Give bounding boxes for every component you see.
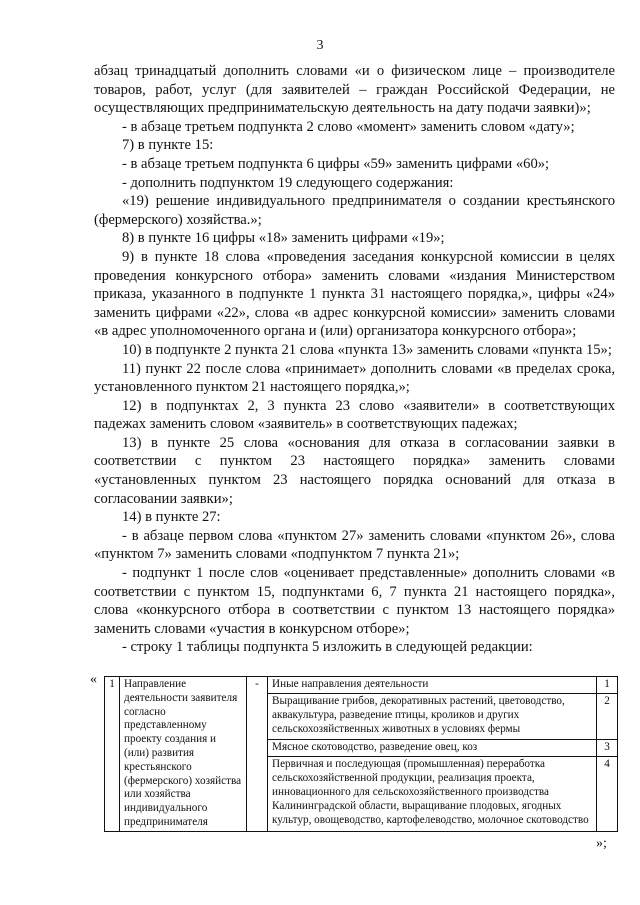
score-cell: 3 [597,740,618,757]
direction-cell: Первичная и последующая (промышленная) переработка сельскохозяйственной продукции, реализация проекта, инновационного для сельскохозяйственного производства Калининградской области, выращивание плодовых, ягодных культур, овощеводство, картофелеводство, молочное скотоводство [268,757,597,831]
direction-cell: Иные направления деятельности [268,677,597,694]
paragraph: - строку 1 таблицы подпункта 5 изложить в следующей редакции: [122,639,533,656]
document-body [94,62,615,657]
criteria-table [104,676,618,832]
paragraph: - в абзаце третьем подпункта 2 слово «момент» заменить словом «дату»; [122,118,575,135]
paragraph: 10) в подпункте 2 пункта 21 слова «пункта 13» заменить словами «пункта 15»; [122,341,612,358]
paragraph: - в абзаце первом слова «пунктом 27» заменить словами «пунктом 26», слова «пунктом 7» заменить словами «подпунктом 7 пункта 21»; [94,527,615,563]
paragraph: абзац тринадцатый дополнить словами «и о физическом лице – производителе товаров, работ, услуг (для заявителей – граждан Российской Федерации, не осуществляющих предпринимательскую деятельность на дату подачи заявки)»; [94,63,615,117]
dash-cell: - [247,677,268,832]
paragraph: 11) пункт 22 после слова «принимает» дополнить словами «в пределах срока, установленного пунктом 21 настоящего порядка,»; [94,360,615,396]
criterion-name-cell: Направление деятельности заявителя согласно представленному проекту создания и (или) развития крестьянского (фермерского) хозяйства или хозяйства индивидуального предпринимателя [120,677,247,832]
paragraph: «19) решение индивидуального предпринимателя о создании крестьянского (фермерского) хозяйства.»; [94,193,615,228]
direction-cell: Выращивание грибов, декоративных растений, цветоводство, аквакультура, разведение птицы, кроликов и других сельскохозяйственных животных в условиях фермы [268,694,597,740]
paragraph: 8) в пункте 16 цифры «18» заменить цифрами «19»; [122,230,445,247]
paragraph: 9) в пункте 18 слова «проведения заседания конкурсной комиссии в целях проведения конкурсного отбора» заменить словами «издания Министерством приказа, указанного в подпункте 1 пункта 31 настоящего порядка,», цифры «24» заменить цифрами «22», слова «в адрес конкурсной комиссии» заменить словами «в адрес уполномоченного органа и (или) организатора конкурсного отбора»; [94,248,615,340]
paragraph: 12) в подпунктах 2, 3 пункта 23 слово «заявители» в соответствующих падежах заменить словом «заявитель» в соответствующих падежах; [94,397,615,433]
score-cell: 1 [597,677,618,694]
row-number-cell: 1 [105,677,120,832]
paragraph: 14) в пункте 27: [122,509,221,526]
table-quote-close: »; [596,836,607,851]
score-cell: 2 [597,694,618,740]
paragraph: 13) в пункте 25 слова «основания для отказа в согласовании заявки в соответствии с пунктом 23 настоящего порядка» заменить словами «установленных пунктом 23 настоящего порядка оснований для отказа в согласовании заявки»; [94,434,615,507]
table-quote-open: « [90,672,97,687]
paragraph: - подпункт 1 после слов «оценивает представленные» дополнить словами «в соответствии с пунктом 15, подпунктами 6, 7 пункта 21 настоящего порядка», слова «конкурсного отбора в соответствии с пунктом 13 настоящего порядка» заменить словами «участия в конкурсном отборе»; [94,565,615,637]
table-row [105,677,618,694]
paragraph: - в абзаце третьем подпункта 6 цифры «59» заменить цифрами «60»; [122,155,550,172]
score-cell: 4 [597,757,618,831]
direction-cell: Мясное скотоводство, разведение овец, коз [268,740,597,757]
paragraph: - дополнить подпунктом 19 следующего содержания: [122,174,454,191]
paragraph: 7) в пункте 15: [122,137,214,154]
page-number: 3 [316,38,324,53]
